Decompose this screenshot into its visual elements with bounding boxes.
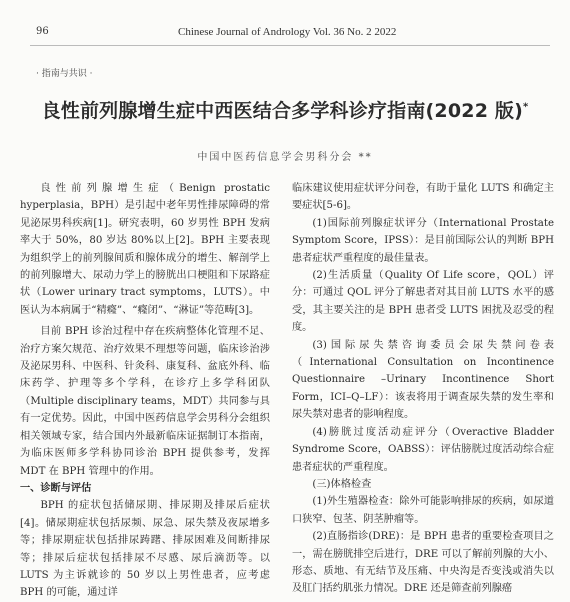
paragraph: 临床建议使用症状评分问卷，有助于量化 LUTS 和确定主要症状[5-6]。 [292, 183, 554, 212]
section-tag: · 指南与共识 · [36, 69, 93, 79]
left-column [20, 180, 270, 602]
paragraph: 目前 BPH 诊治过程中存在疾病整体化管理不足、治疗方案欠规范、治疗效果不理想等问题，临床诊治涉及泌尿男科、中医科、针灸科、康复科、盆底外科、临床药学、护理等多个学科，在诊疗上多学科团队（Multiple disciplinary teams，MDT）共同参与具有一定优势。因此，中国中医药信息学会男科分会组织相关领域专家，结合国内外最新临床证据制订本指南，为临床医师多学科协同诊治 BPH 提供参考，发挥 MDT 在 BPH 管理中的作用。 [20, 326, 270, 477]
page-number: 96 [36, 26, 49, 37]
paragraph: (2)直肠指诊(DRE)：是 BPH 患者的重要检查项目之一，需在膀胱排空后进行，DRE 可以了解前列腺的大小、形态、质地、有无结节及压痛、中央沟是否变浅或消失以及肛门括约肌张力情况。DRE 还是筛查前列腺癌 [292, 531, 554, 595]
subsection-heading: (三)体格检查 [312, 478, 372, 490]
section-heading: 一、诊断与评估 [20, 482, 92, 494]
author-line: 中国中医药信息学会男科分会 ** [197, 152, 373, 163]
right-column [292, 180, 554, 598]
paragraph: 良性前列腺增生症（Benign prostatic hyperplasia，BPH）是引起中老年男性排尿障碍的常见泌尿男科疾病[1]。研究表明，60 岁男性 BPH 发病率大于 50%，80 岁达 80%以上[2]。BPH 主要表现为组织学上的前列腺间质和腺体成分的增生、解剖学上的前列腺增大、尿动力学上的膀胱出口梗阻和下尿路症状（Lower urinary tract symptoms，LUTS）。中医认为本病属于“精癃”、“癃闭”、“淋证”等范畴[3]。 [20, 183, 270, 316]
paragraph: (3)国际尿失禁咨询委员会尿失禁问卷表（International Consultation on Incontinence Questionnaire –Urinary Incontinence Short Form，ICI–Q–LF）：该表将用于调查尿失禁的发生率和尿失禁对患者的影响程度。 [292, 339, 554, 421]
article-title-text: 良性前列腺增生症中西医结合多学科诊疗指南(2022 版) [41, 100, 524, 122]
running-header [0, 26, 570, 42]
header-rule [30, 45, 550, 46]
paragraph: (2)生活质量（Quality Of Life score，QOL）评分：可通过 QOL 评分了解患者对其目前 LUTS 水平的感受，其主要关注的是 BPH 患者受 LUTS 困扰及忍受的程度。 [292, 270, 554, 334]
journal-title: Chinese Journal of Andrology Vol. 36 No. 2 2022 [178, 26, 397, 38]
paragraph: (1)外生殖器检查：除外可能影响排尿的疾病，如尿道口狭窄、包茎、阴茎肿瘤等。 [292, 496, 554, 525]
paragraph: (1)国际前列腺症状评分（International Prostate Symptom Score，IPSS）：是目前国际公认的判断 BPH 患者症状严重程度的最佳量表。 [292, 217, 554, 264]
title-footnote-mark: * [523, 101, 529, 113]
paragraph: (4)膀胱过度活动症评分（Overactive Bladder Syndrome Score，OABSS）：评估膀胱过度活动综合症患者症状的严重程度。 [292, 426, 554, 473]
paragraph: BPH 的症状包括储尿期、排尿期及排尿后症状[4]。储尿期症状包括尿频、尿急、尿失禁及夜尿增多等；排尿期症状包括排尿踌躇、排尿困难及间断排尿等；排尿后症状包括排尿不尽感、尿后滴沥等。以 LUTS 为主诉就诊的 50 岁以上男性患者，应考虑 BPH 的可能，通过详 [20, 500, 270, 599]
article-title [0, 96, 570, 123]
